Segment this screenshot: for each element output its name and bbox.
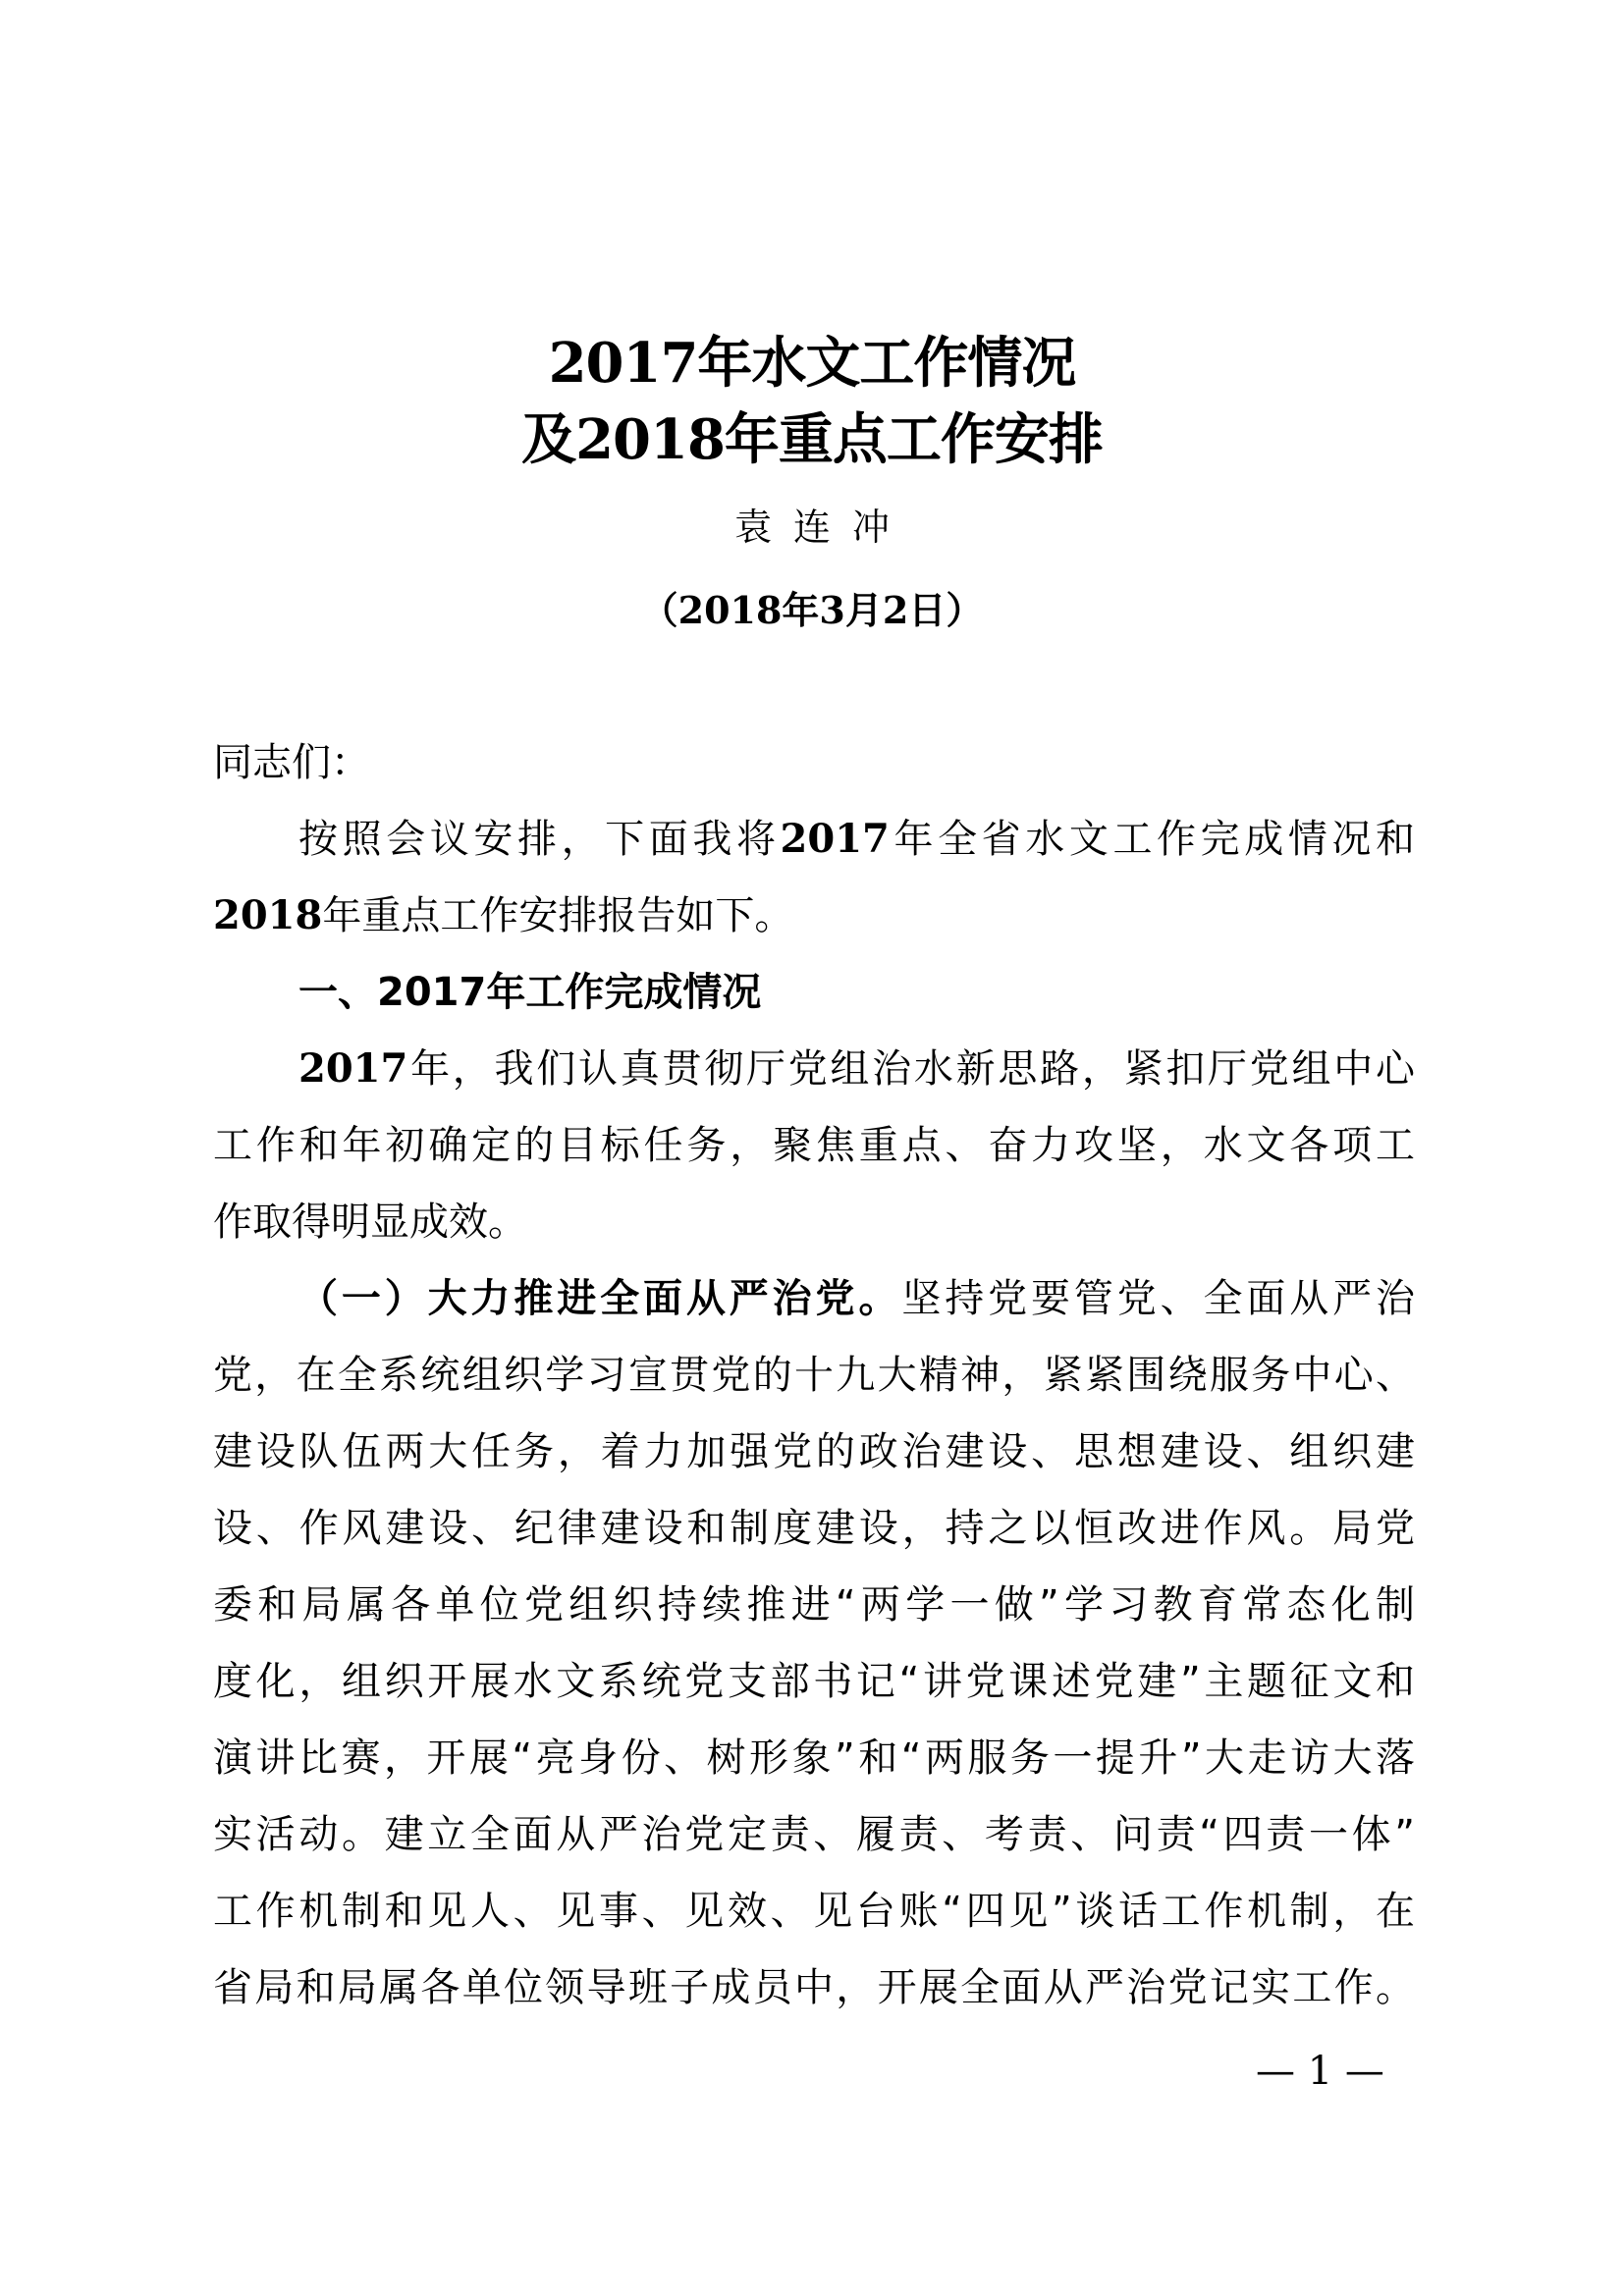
text-line xyxy=(213,1873,1415,1949)
text-run: 演讲比赛，开展“亮身份、树形象”和“两服务一提升”大走访大落 xyxy=(213,1735,1415,1781)
text-line xyxy=(213,954,1415,1031)
text-line xyxy=(213,878,1415,954)
text-run: 设、作风建设、纪律建设和制度建设，持之以恒改进作风。局党 xyxy=(213,1506,1415,1551)
text-run: 建设队伍两大任务，着力加强党的政治建设、思想建设、组织建 xyxy=(213,1429,1415,1474)
page-number: — 1 — xyxy=(1256,2049,1384,2094)
text-run: 年，我们认真贯彻厅党组治水新思路，紧扣厅党组中心 xyxy=(407,1046,1415,1092)
text-run: 省局和局属各单位领导班子成员中，开展全面从严治党记实工作。 xyxy=(213,1965,1415,2010)
text-run: 2018 xyxy=(213,892,323,938)
title-line-2: 及2018年重点工作安排 xyxy=(521,407,1103,472)
text-line xyxy=(213,1184,1415,1260)
text-line xyxy=(213,1260,1415,1337)
document-body xyxy=(213,724,1415,2026)
speech-date: （2018年3月2日） xyxy=(640,588,984,632)
text-run: 党，在全系统组织学习宣贯党的十九大精神，紧紧围绕服务中心、 xyxy=(213,1353,1415,1398)
text-line xyxy=(213,1567,1415,1643)
title-line-1: 2017年水文工作情况 xyxy=(548,331,1076,396)
section-heading: 一、2017年工作完成情况 xyxy=(298,970,762,1015)
text-line xyxy=(213,1414,1415,1490)
body-text xyxy=(213,801,1415,2026)
text-run: 2017 xyxy=(298,1045,408,1092)
salutation: 同志们： xyxy=(213,740,370,785)
text-line xyxy=(213,1490,1415,1567)
text-line xyxy=(213,801,1415,878)
text-run: 工作和年初确定的目标任务，聚焦重点、奋力攻坚，水文各项工 xyxy=(213,1123,1415,1168)
text-run: 2017 xyxy=(780,816,890,862)
text-line xyxy=(213,1337,1415,1414)
text-run: 委和局属各单位党组织持续推进“两学一做”学习教育常态化制 xyxy=(213,1582,1415,1628)
text-line xyxy=(213,1720,1415,1796)
text-line xyxy=(213,1107,1415,1184)
section-heading: （一）大力推进全面从严治党。 xyxy=(298,1276,902,1321)
text-run: 坚持党要管党、全面从严治 xyxy=(901,1276,1416,1321)
text-line xyxy=(213,1949,1415,2026)
text-run: 按照会议安排，下面我将 xyxy=(298,817,781,862)
text-line xyxy=(213,1796,1415,1873)
text-line xyxy=(213,1643,1415,1720)
text-line xyxy=(213,1031,1415,1107)
text-run: 年全省水文工作完成情况和 xyxy=(889,817,1416,862)
text-run: 年重点工作安排报告如下。 xyxy=(322,893,794,938)
text-run: 工作机制和见人、见事、见效、见台账“四见”谈话工作机制，在 xyxy=(213,1889,1415,1934)
text-run: 实活动。建立全面从严治党定责、履责、考责、问责“四责一体” xyxy=(213,1812,1415,1857)
text-run: 度化，组织开展水文系统党支部书记“讲党课述党建”主题征文和 xyxy=(213,1659,1415,1704)
text-run: 作取得明显成效。 xyxy=(213,1200,527,1245)
author: 袁连冲 xyxy=(733,506,911,549)
